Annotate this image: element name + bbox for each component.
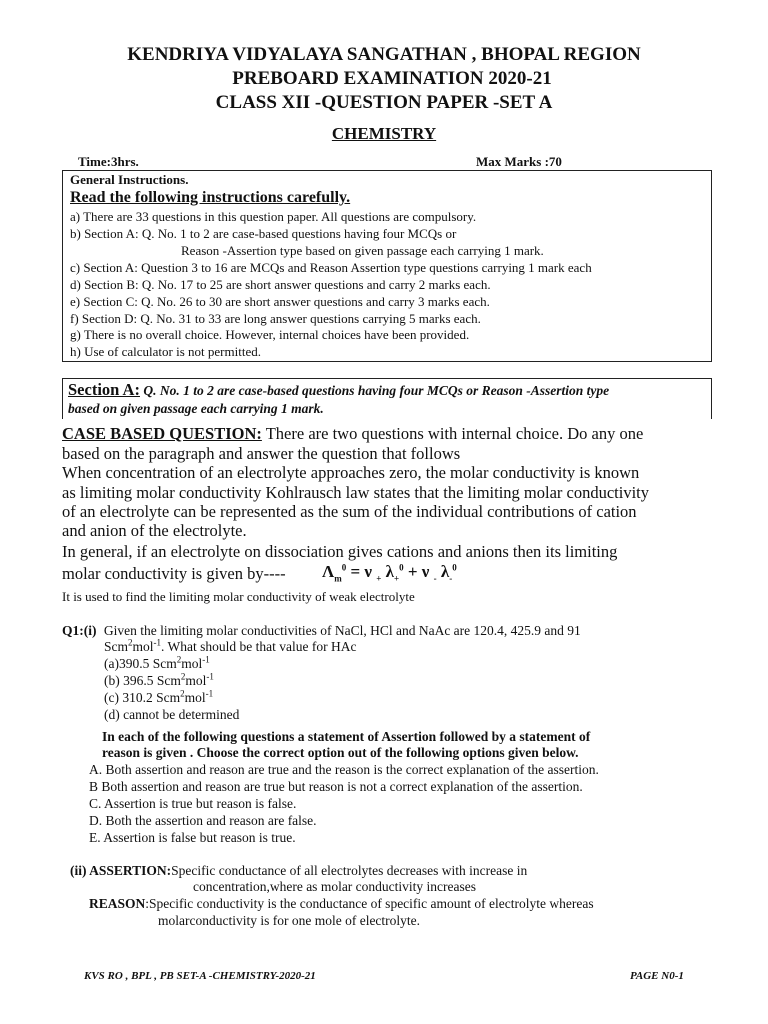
case-line-8: molar conductivity is given by---- — [62, 564, 286, 583]
q1-ii-reason-line1 — [89, 896, 594, 912]
instruction-item: e) Section C: Q. No. 26 to 30 are short answer questions and carry 3 marks each. — [70, 294, 490, 309]
instruction-item: c) Section A: Question 3 to 16 are MCQs and Reason Assertion type questions carrying 1 mark each — [70, 260, 592, 275]
case-text: There are two questions with internal choice. Do any one — [265, 424, 644, 443]
q1-ii-reason: :Specific conductivity is the conductance of specific amount of electrolyte whereas — [145, 896, 594, 911]
assertion-intro-line1: In each of the following questions a statement of Assertion followed by a statement of — [102, 729, 591, 744]
section-a-desc-line1 — [68, 380, 609, 400]
case-note: It is used to find the limiting molar conductivity of weak electrolyte — [62, 589, 415, 604]
case-line-1 — [62, 424, 643, 444]
q1-ii-assertion: Specific conductance of all electrolytes decreases with increase in — [171, 863, 528, 878]
q1-option-c: (c) 310.2 Scm$^2$mol$^{-1}$ — [104, 688, 214, 705]
section-a-desc-line2: based on given passage each carrying 1 mark. — [68, 401, 324, 416]
time-label: Time:3hrs. — [78, 154, 139, 169]
instruction-item: Reason -Assertion type based on given passage each carrying 1 mark. — [181, 243, 544, 258]
case-line-6: and anion of the electrolyte. — [62, 521, 247, 540]
instruction-item: b) Section A: Q. No. 1 to 2 are case-based questions having four MCQs or — [70, 226, 457, 241]
q1-option-a: (a)390.5 Scm$^2$mol$^{-1}$ — [104, 654, 210, 671]
instruction-item: a) There are 33 questions in this question paper. All questions are compulsory. — [70, 209, 477, 224]
q1-text: Given the limiting molar conductivities of NaCl, HCl and NaAc are 120.4, 425.9 and 91 — [103, 623, 581, 638]
case-line-7: In general, if an electrolyte on dissociation gives cations and anions then its limiting — [62, 542, 618, 561]
assertion-option-b: B Both assertion and reason are true but reason is not a correct explanation of the assertion. — [89, 779, 583, 794]
case-label: CASE BASED QUESTION: — [62, 424, 262, 443]
q1-ii-assertion-line1 — [70, 863, 527, 879]
instructions-subheading: Read the following instructions carefully. — [70, 189, 351, 206]
assertion-intro-line2: reason is given . Choose the correct option out of the following options given below. — [102, 745, 579, 760]
q1-option-d: (d) cannot be determined — [104, 707, 240, 722]
subject-title: CHEMISTRY — [331, 124, 437, 143]
assertion-option-d: D. Both the assertion and reason are false. — [89, 813, 317, 828]
q1-ii-reason-label: REASON — [89, 896, 146, 911]
assertion-option-c: C. Assertion is true but reason is false. — [89, 796, 297, 811]
q1-ii-assertion-line2: concentration,where as molar conductivity increases — [193, 879, 477, 894]
instruction-item: d) Section B: Q. No. 17 to 25 are short answer questions and carry 2 marks each. — [70, 277, 491, 292]
section-a-desc: Q. No. 1 to 2 are case-based questions having four MCQs or Reason -Assertion type — [143, 383, 610, 398]
q1-ii-label: (ii) ASSERTION: — [70, 863, 172, 878]
section-a-box — [62, 378, 712, 419]
footer-page-number: PAGE N0-1 — [630, 970, 684, 982]
instruction-item: h) Use of calculator is not permitted. — [70, 344, 261, 359]
q1-line1 — [62, 623, 581, 639]
header-line3: CLASS XII -QUESTION PAPER -SET A — [215, 92, 553, 113]
assertion-option-e: E. Assertion is false but reason is true. — [89, 830, 296, 845]
case-line-5: of an electrolyte can be represented as the sum of the individual contributions of cation — [62, 502, 637, 521]
q1-ii-reason-line2: molarconductivity is for one mole of electrolyte. — [158, 913, 421, 928]
instructions-box — [62, 170, 712, 362]
q1-line2: Scm$^2$mol$^{-1}$. What should be that value for HAc — [104, 637, 357, 654]
header-line2: PREBOARD EXAMINATION 2020-21 — [232, 68, 552, 89]
footer-left: KVS RO , BPL , PB SET-A -CHEMISTRY-2020-21 — [84, 970, 316, 982]
kohlrausch-formula: $\Lambda_m^0 = \nu$ $_+$ $\lambda_+^0 + \nu$ $_-$ $\lambda_-^0$ — [322, 562, 457, 584]
section-a-label: Section A: — [68, 380, 140, 399]
case-line-4: as limiting molar conductivity Kohlrausch law states that the limiting molar conductivity — [62, 483, 650, 502]
case-line-3: When concentration of an electrolyte approaches zero, the molar conductivity is known — [62, 463, 640, 482]
instruction-item: g) There is no overall choice. However, internal choices have been provided. — [70, 327, 470, 342]
q1-label: Q1:(i) — [62, 623, 97, 638]
max-marks-label: Max Marks :70 — [476, 154, 562, 169]
case-line-2: based on the paragraph and answer the question that follows — [62, 444, 461, 463]
header-line1: KENDRIYA VIDYALAYA SANGATHAN , BHOPAL REGION — [127, 44, 641, 65]
q1-option-b: (b) 396.5 Scm$^2$mol$^{-1}$ — [104, 671, 214, 688]
instruction-item: f) Section D: Q. No. 31 to 33 are long answer questions carrying 5 marks each. — [70, 311, 481, 326]
instructions-heading: General Instructions. — [70, 172, 189, 187]
assertion-option-a: A. Both assertion and reason are true and the reason is the correct explanation of the assertion. — [89, 762, 599, 777]
